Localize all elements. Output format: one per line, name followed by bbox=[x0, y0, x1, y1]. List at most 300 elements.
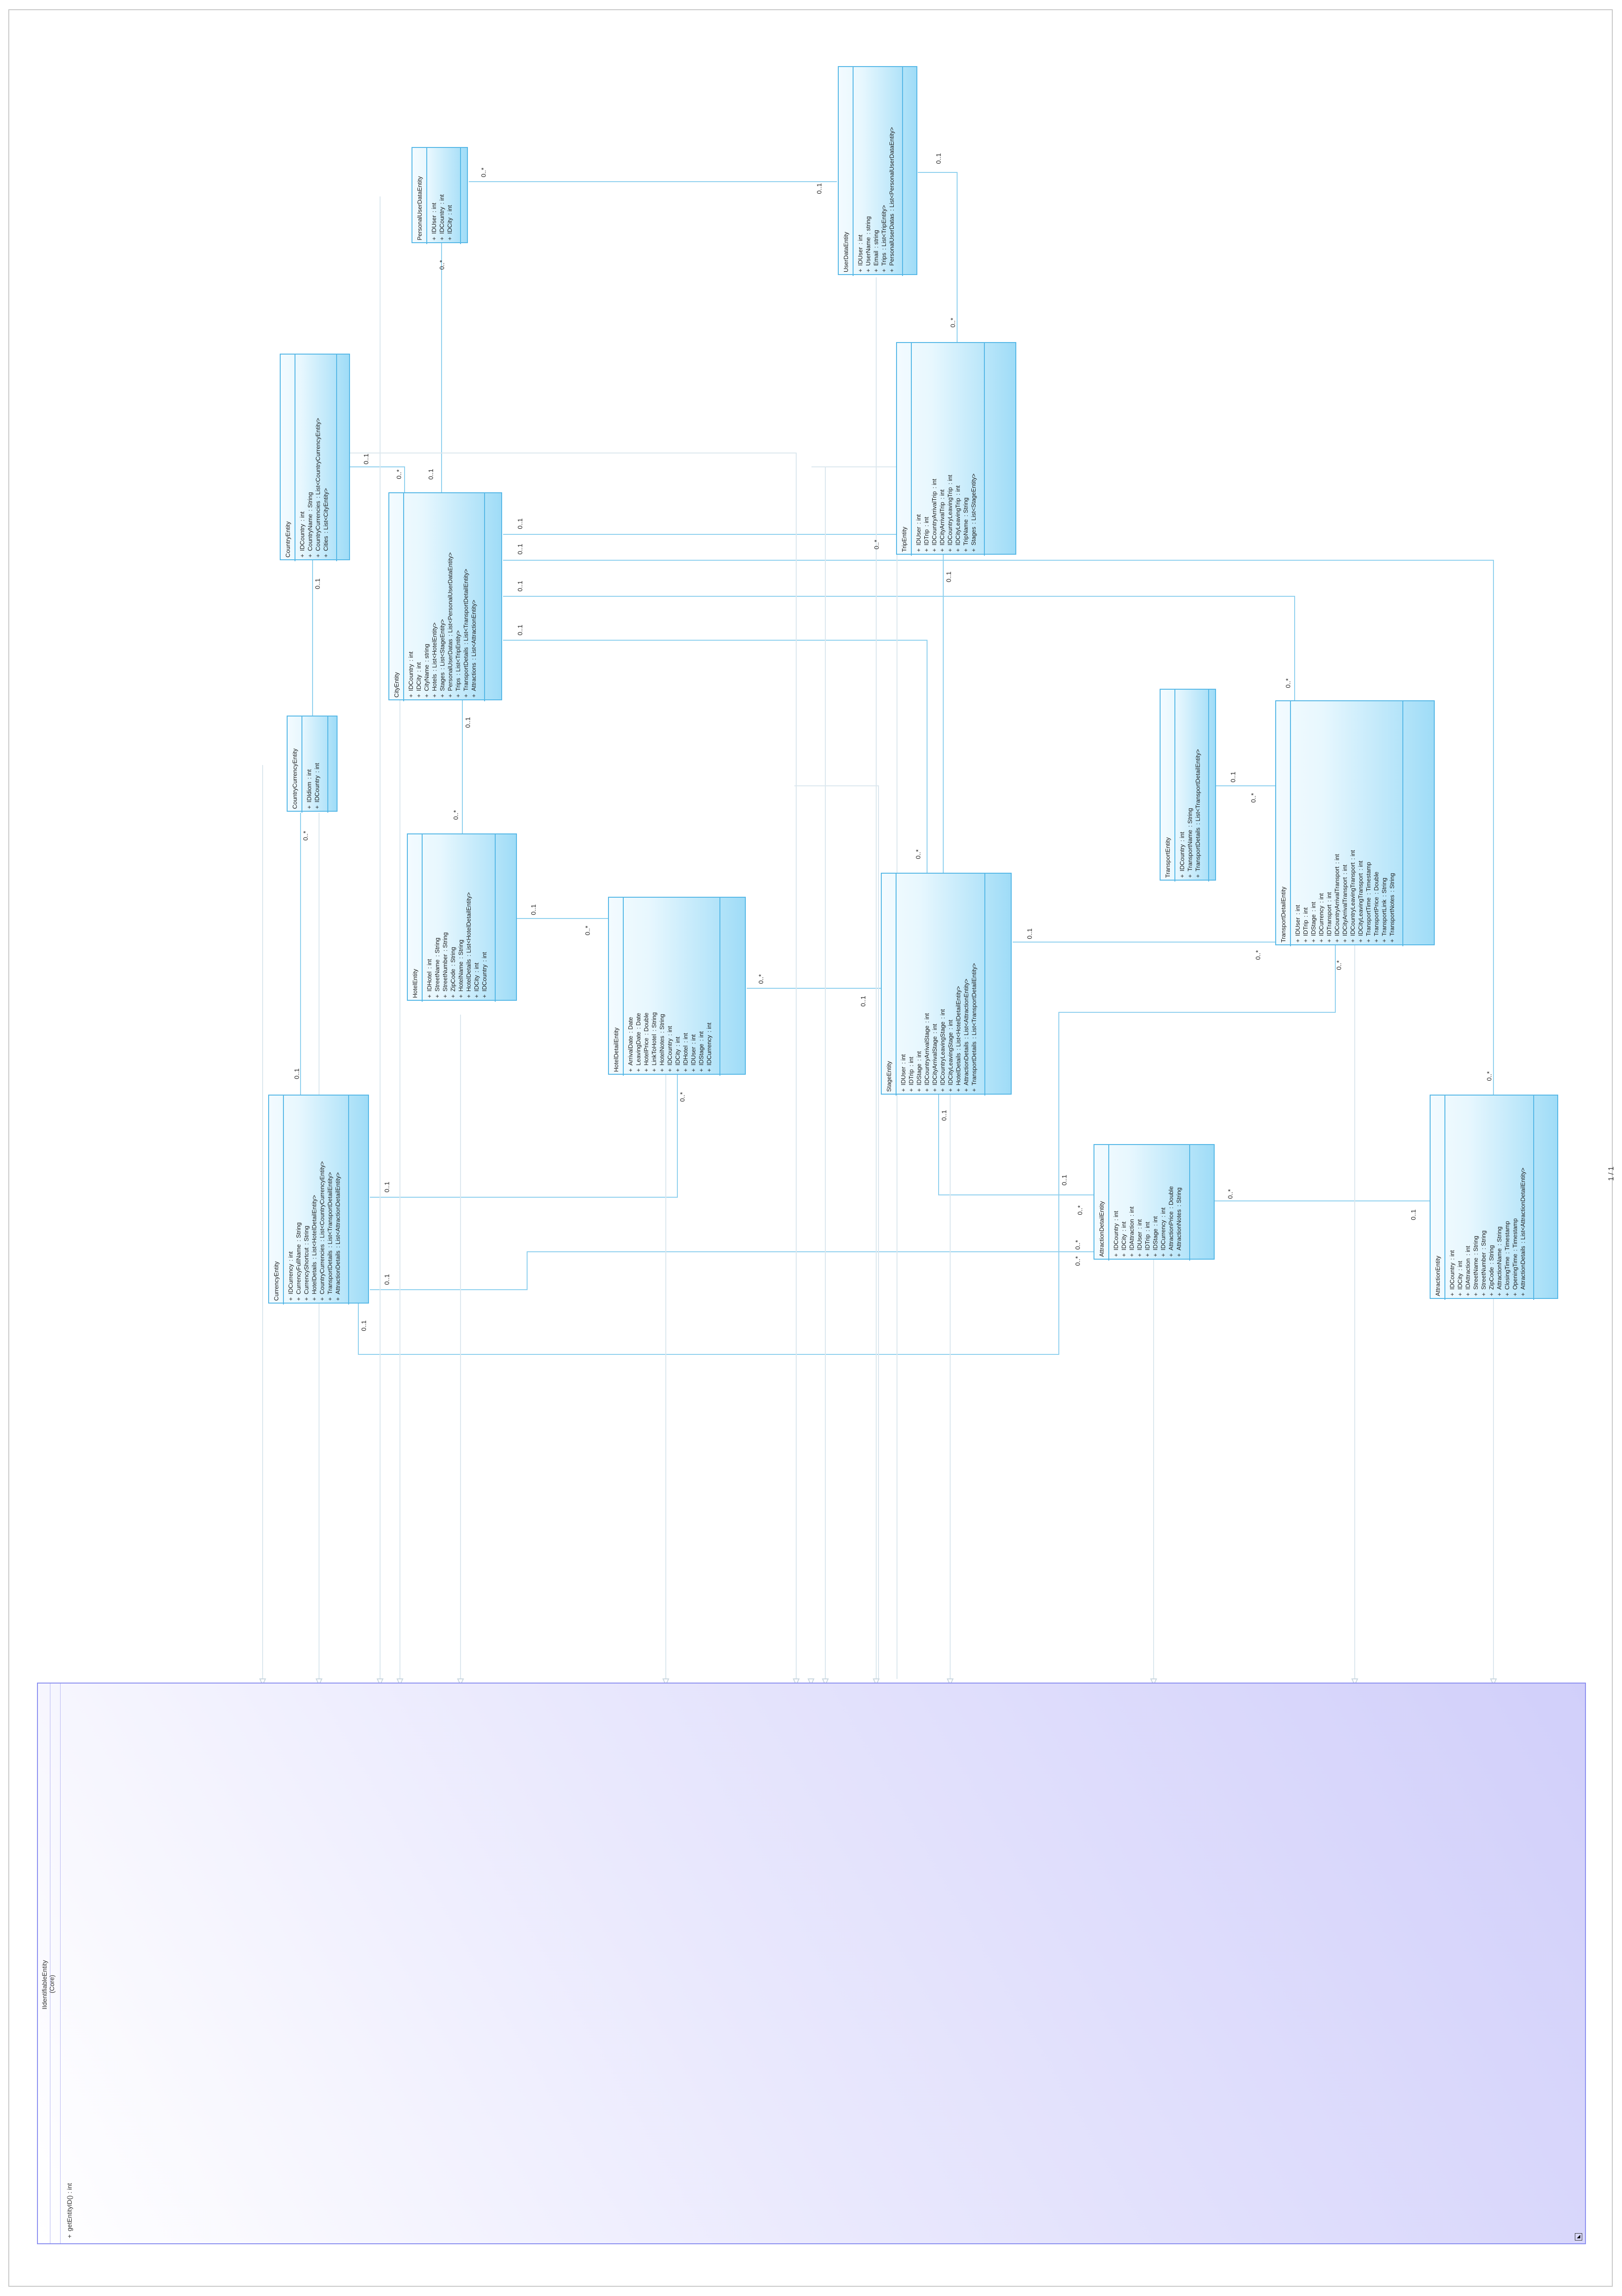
attribute-row bbox=[326, 1098, 334, 1301]
attribute-type: : List<StageEntity> bbox=[970, 473, 977, 524]
attribute-name: IDCountry bbox=[438, 207, 445, 234]
attribute-row bbox=[1448, 1098, 1456, 1296]
attribute-name: IDIdiom bbox=[306, 782, 313, 802]
attribute-type: : string bbox=[865, 216, 872, 234]
attribute-row bbox=[856, 70, 864, 272]
attribute-row bbox=[954, 346, 962, 552]
attribute-type: : List<TripEntity> bbox=[880, 205, 887, 250]
multiplicity-label: 0..1 bbox=[293, 1068, 301, 1079]
attribute-visibility: + bbox=[407, 694, 414, 698]
interface-method: getEntityID() : int bbox=[66, 2183, 73, 2231]
attribute-visibility: + bbox=[690, 1068, 697, 1072]
attribute-row bbox=[1464, 1098, 1472, 1296]
attribute-row bbox=[1325, 704, 1333, 943]
attribute-type: : List<PersonalUserDataEntity> bbox=[888, 127, 895, 211]
class-attributes bbox=[423, 834, 488, 1002]
attribute-visibility: + bbox=[446, 237, 453, 240]
attribute-visibility: + bbox=[1318, 939, 1325, 943]
attribute-type: : int bbox=[690, 1034, 697, 1044]
attribute-name: Stages bbox=[439, 672, 446, 691]
attribute-type: : Double bbox=[1167, 1186, 1174, 1209]
multiplicity-label: 0..* bbox=[438, 260, 446, 270]
attribute-row bbox=[1487, 1098, 1495, 1296]
multiplicity-label: 0..1 bbox=[360, 1320, 368, 1331]
multiplicity-label: 0..* bbox=[914, 849, 922, 859]
attribute-row bbox=[454, 496, 462, 698]
attribute-type: : int bbox=[1302, 907, 1309, 918]
attribute-visibility: + bbox=[465, 994, 472, 998]
attribute-name: IDUser bbox=[430, 215, 437, 234]
class-content bbox=[882, 874, 1013, 1096]
attribute-name: IDUser bbox=[915, 527, 922, 545]
attribute-name: TransportNotes bbox=[1389, 894, 1395, 936]
class-content bbox=[389, 493, 503, 701]
attribute-row bbox=[907, 876, 915, 1092]
class-operations-compartment bbox=[1202, 690, 1209, 882]
attribute-row bbox=[888, 70, 896, 272]
assoc-city-stage bbox=[503, 640, 927, 873]
class-attributes bbox=[284, 1096, 342, 1304]
attribute-row bbox=[682, 900, 689, 1072]
attribute-visibility: + bbox=[1373, 939, 1380, 943]
attribute-visibility: + bbox=[473, 994, 480, 998]
class-operations-compartment bbox=[978, 874, 985, 1096]
attribute-row bbox=[1357, 704, 1364, 943]
attribute-visibility: + bbox=[423, 694, 430, 698]
attribute-type: : Date bbox=[635, 1013, 642, 1029]
attribute-row bbox=[470, 496, 478, 698]
attribute-type: : List<TripEntity> bbox=[455, 630, 461, 675]
attribute-visibility: + bbox=[1310, 939, 1317, 943]
multiplicity-label: 0..1 bbox=[427, 469, 435, 480]
class-operations-compartment bbox=[1396, 701, 1403, 946]
attribute-name: IDStage bbox=[1152, 1229, 1159, 1250]
attribute-name: IDCity bbox=[1456, 1273, 1463, 1290]
page-number: 1 / 1 bbox=[1607, 1166, 1616, 1181]
attribute-name: CurrencyShortcut bbox=[303, 1247, 310, 1294]
attribute-visibility: + bbox=[415, 694, 422, 698]
attribute-name: IDCityArrivalStage bbox=[931, 1036, 938, 1085]
attribute-visibility: + bbox=[430, 237, 437, 240]
attribute-row bbox=[1495, 1098, 1503, 1296]
attribute-row bbox=[318, 1098, 326, 1301]
multiplicity-label: 0..* bbox=[1249, 793, 1257, 803]
class-attributes bbox=[295, 355, 330, 561]
attribute-type: : String bbox=[651, 1012, 657, 1032]
attribute-type: : String bbox=[307, 492, 313, 511]
class-personaluserdataentity[interactable] bbox=[412, 147, 468, 243]
class-attributes bbox=[624, 898, 713, 1076]
attribute-name: ClosingTime bbox=[1504, 1256, 1511, 1290]
attribute-name: IDStage bbox=[1310, 914, 1317, 936]
attribute-row bbox=[899, 876, 907, 1092]
class-content bbox=[288, 716, 338, 813]
attribute-type: : Timestamp bbox=[1511, 1218, 1518, 1251]
attribute-name: Cities bbox=[322, 536, 329, 551]
attribute-row bbox=[938, 346, 946, 552]
class-tripentity[interactable] bbox=[896, 342, 1016, 555]
attribute-type: : List<AttractionDetailEntity> bbox=[1519, 1168, 1526, 1243]
attribute-visibility: + bbox=[1357, 939, 1364, 943]
attribute-row bbox=[425, 837, 433, 998]
attribute-name: IDCity bbox=[1120, 1234, 1127, 1250]
attribute-visibility: + bbox=[311, 1297, 318, 1301]
attribute-visibility: + bbox=[1349, 939, 1356, 943]
attribute-visibility: + bbox=[872, 269, 879, 272]
multiplicity-label: 0..1 bbox=[362, 453, 370, 465]
attribute-name: IDCityLeavingTransport bbox=[1357, 873, 1364, 936]
attribute-name: CurrencyFullName bbox=[295, 1244, 302, 1294]
attribute-type: : int bbox=[954, 485, 961, 496]
class-content bbox=[897, 343, 1017, 556]
attribute-name: HotelDetails bbox=[955, 1053, 962, 1085]
attribute-row bbox=[1143, 1148, 1151, 1257]
attribute-name: AttractionNotes bbox=[1175, 1209, 1182, 1250]
attribute-visibility: + bbox=[1112, 1253, 1119, 1257]
attribute-name: IDUser bbox=[857, 247, 864, 266]
attribute-visibility: + bbox=[442, 994, 449, 998]
attribute-name: IDAttraction bbox=[1464, 1258, 1471, 1290]
attribute-row bbox=[465, 837, 473, 998]
class-operations-compartment bbox=[713, 898, 720, 1076]
attribute-type: : String bbox=[303, 1225, 310, 1245]
multiplicity-label: 0..1 bbox=[313, 578, 321, 589]
assoc-currency-hoteldetail bbox=[370, 1075, 677, 1197]
class-transportdetailentity[interactable] bbox=[1275, 700, 1435, 945]
attribute-type: : int bbox=[1464, 1246, 1471, 1256]
multiplicity-label: 0..1 bbox=[815, 183, 823, 194]
multiplicity-label: 0..* bbox=[1076, 1205, 1084, 1215]
attribute-row bbox=[1480, 1098, 1487, 1296]
attribute-type: : String bbox=[1472, 1236, 1479, 1255]
class-title: AttractionEntity bbox=[1431, 1096, 1445, 1300]
class-operations-compartment bbox=[321, 716, 328, 813]
class-hotelentity[interactable] bbox=[407, 833, 517, 1001]
attribute-type: : int bbox=[674, 1036, 681, 1047]
assoc-currency-attractiondetail bbox=[370, 1252, 1094, 1290]
attribute-row bbox=[438, 151, 446, 240]
attribute-row bbox=[441, 837, 449, 998]
attribute-type: : List<StageEntity> bbox=[439, 619, 446, 670]
interface-iidentifiableentity[interactable] bbox=[37, 1683, 1586, 2244]
class-content bbox=[1161, 690, 1217, 882]
class-operations-compartment bbox=[454, 148, 461, 244]
class-content bbox=[1276, 701, 1436, 946]
multiplicity-label: 0..* bbox=[479, 167, 487, 178]
attribute-type: : String bbox=[1389, 873, 1395, 892]
attribute-type: : String bbox=[1186, 808, 1193, 827]
attribute-type: : List<TransportDetailEntity> bbox=[971, 963, 977, 1039]
attribute-name: IDHotel bbox=[426, 971, 433, 992]
attribute-visibility: + bbox=[947, 1088, 954, 1092]
class-cityentity[interactable] bbox=[388, 492, 502, 700]
attribute-name: IDTrip bbox=[908, 1069, 915, 1085]
attribute-row bbox=[407, 496, 415, 698]
attribute-type: : int bbox=[446, 205, 453, 215]
attribute-type: : string bbox=[423, 643, 430, 662]
attribute-visibility: + bbox=[439, 694, 446, 698]
multiplicity-label: 0..* bbox=[1335, 960, 1343, 970]
attribute-visibility: + bbox=[322, 554, 329, 557]
attribute-visibility: + bbox=[1179, 874, 1186, 878]
attribute-visibility: + bbox=[1128, 1253, 1135, 1257]
attribute-name: Trips bbox=[880, 252, 887, 266]
class-attributes bbox=[1445, 1096, 1527, 1300]
multiplicity-label: 0..1 bbox=[940, 1110, 948, 1121]
class-stageentity[interactable] bbox=[881, 873, 1012, 1095]
class-operations-compartment bbox=[1183, 1145, 1190, 1261]
attribute-name: IDUser bbox=[690, 1047, 697, 1065]
attribute-visibility: + bbox=[939, 1088, 946, 1092]
attribute-row bbox=[298, 357, 306, 557]
attribute-visibility: + bbox=[651, 1068, 657, 1072]
class-attributes bbox=[404, 493, 478, 701]
attribute-name: AttractionPrice bbox=[1167, 1211, 1174, 1250]
attribute-visibility: + bbox=[303, 1297, 310, 1301]
attribute-visibility: + bbox=[865, 269, 872, 272]
attribute-row bbox=[1294, 704, 1302, 943]
class-userdataentity[interactable] bbox=[838, 66, 917, 275]
attribute-visibility: + bbox=[971, 1088, 977, 1092]
multiplicity-label: 0..* bbox=[678, 1092, 686, 1102]
attribute-name: Email bbox=[872, 251, 879, 266]
attribute-name: HotelPrice bbox=[643, 1038, 650, 1065]
attribute-visibility: + bbox=[449, 994, 456, 998]
attribute-type: : int bbox=[1144, 1222, 1151, 1232]
attribute-name: CountryCurrencies bbox=[314, 501, 321, 551]
attribute-row bbox=[946, 876, 954, 1092]
attribute-type: : Timestamp bbox=[1504, 1221, 1511, 1254]
attribute-visibility: + bbox=[481, 994, 488, 998]
attribute-type: : int bbox=[1112, 1211, 1119, 1221]
class-attributes bbox=[427, 148, 454, 244]
multiplicity-label: 0..1 bbox=[464, 717, 472, 728]
attribute-type: : Double bbox=[1373, 871, 1380, 894]
attribute-type: : Double bbox=[643, 1012, 650, 1035]
attribute-type: : int bbox=[931, 478, 938, 489]
attribute-type: : String bbox=[1175, 1187, 1182, 1207]
class-content bbox=[839, 67, 918, 276]
attribute-type: : int bbox=[1120, 1221, 1127, 1231]
class-countrycurrencyentity[interactable] bbox=[287, 716, 338, 812]
attribute-visibility: + bbox=[1186, 874, 1193, 878]
attribute-visibility: + bbox=[939, 548, 946, 552]
attribute-type: : int bbox=[481, 952, 488, 962]
attribute-name: TransportTime bbox=[1365, 897, 1372, 936]
attribute-row bbox=[915, 346, 922, 552]
attribute-visibility: + bbox=[299, 554, 306, 557]
attribute-visibility: + bbox=[306, 805, 313, 809]
attribute-visibility: + bbox=[1175, 1253, 1182, 1257]
attribute-row bbox=[962, 346, 970, 552]
attribute-row bbox=[1511, 1098, 1519, 1296]
attribute-row bbox=[438, 496, 446, 698]
attribute-row bbox=[415, 496, 423, 698]
attribute-visibility: + bbox=[1381, 939, 1388, 943]
attribute-name: ZipCode bbox=[449, 968, 456, 992]
attribute-name: HotelNotes bbox=[658, 1035, 665, 1065]
attribute-type: : int bbox=[473, 962, 480, 973]
attribute-row bbox=[689, 900, 697, 1072]
attribute-row bbox=[305, 719, 313, 809]
attribute-type: : int bbox=[430, 202, 437, 213]
class-currencyentity[interactable] bbox=[268, 1095, 369, 1304]
attribute-name: ArrivalDate bbox=[627, 1035, 634, 1065]
attribute-visibility: + bbox=[462, 694, 469, 698]
attribute-name: OpeningTime bbox=[1511, 1254, 1518, 1290]
attribute-row bbox=[1519, 1098, 1527, 1296]
attribute-type: : int bbox=[947, 1020, 954, 1030]
attribute-row bbox=[480, 837, 488, 998]
attribute-visibility: + bbox=[1519, 1292, 1526, 1296]
attribute-type: : List<HotelDetailEntity> bbox=[955, 986, 962, 1050]
attribute-type: : int bbox=[313, 763, 320, 773]
attribute-row bbox=[334, 1098, 342, 1301]
class-title: CityEntity bbox=[389, 493, 404, 701]
class-operations-compartment bbox=[977, 343, 985, 556]
attribute-visibility: + bbox=[1472, 1292, 1479, 1296]
attribute-visibility: + bbox=[1152, 1253, 1159, 1257]
attribute-row bbox=[287, 1098, 295, 1301]
attribute-name: IDTrip bbox=[923, 529, 930, 545]
attribute-visibility: + bbox=[431, 694, 438, 698]
attribute-type: : int bbox=[698, 1031, 705, 1041]
multiplicity-label: 0..1 bbox=[383, 1182, 391, 1193]
attribute-name: Hotels bbox=[431, 674, 438, 691]
attribute-visibility: + bbox=[334, 1297, 341, 1301]
attribute-row bbox=[1472, 1098, 1480, 1296]
attribute-type: : int bbox=[1152, 1216, 1159, 1226]
attribute-row bbox=[1349, 704, 1357, 943]
attribute-type: : List<CountryCurrencyEntity> bbox=[319, 1161, 326, 1242]
attribute-name: IDCountryArrivalTrip bbox=[931, 491, 938, 545]
attribute-row bbox=[1186, 692, 1194, 878]
multiplicity-label: 0..* bbox=[584, 925, 591, 936]
attribute-visibility: + bbox=[915, 548, 922, 552]
class-title: CountryEntity bbox=[281, 355, 295, 561]
attribute-row bbox=[705, 900, 713, 1072]
attribute-visibility: + bbox=[643, 1068, 650, 1072]
class-operations-compartment bbox=[330, 355, 337, 561]
attribute-row bbox=[634, 900, 642, 1072]
attribute-name: HotelDetails bbox=[311, 1261, 318, 1294]
attribute-type: : int bbox=[1357, 860, 1364, 870]
multiplicity-label: 0..* bbox=[757, 974, 765, 984]
class-content bbox=[609, 898, 747, 1076]
attribute-visibility: + bbox=[426, 994, 433, 998]
attribute-visibility: + bbox=[1496, 1292, 1503, 1296]
assoc-user-trip bbox=[918, 172, 957, 342]
interface-divider bbox=[60, 1684, 61, 2243]
attribute-visibility: + bbox=[1194, 874, 1201, 878]
attribute-name: IDCountry bbox=[299, 524, 306, 551]
attribute-name: AttractionName bbox=[1496, 1248, 1503, 1290]
class-attributes bbox=[897, 874, 978, 1096]
attribute-row bbox=[473, 837, 480, 998]
attribute-name: IDCityLeavingStage bbox=[947, 1032, 954, 1085]
attribute-type: : int bbox=[1179, 832, 1186, 842]
attribute-row bbox=[642, 900, 650, 1072]
attribute-type: : int bbox=[1318, 893, 1325, 903]
attribute-visibility: + bbox=[698, 1068, 705, 1072]
class-title: PersonalUserDataEntity bbox=[412, 148, 427, 244]
class-attractionentity[interactable] bbox=[1430, 1095, 1558, 1299]
attribute-row bbox=[295, 1098, 302, 1301]
class-hoteldetailentity[interactable] bbox=[608, 897, 746, 1075]
attribute-type: : String bbox=[962, 497, 969, 517]
attribute-type: : int bbox=[908, 1057, 915, 1067]
attribute-type: : int bbox=[1449, 1250, 1456, 1260]
class-attractiondetailentity[interactable] bbox=[1094, 1144, 1215, 1260]
class-content bbox=[412, 148, 469, 244]
attribute-row bbox=[433, 837, 441, 998]
attribute-name: IDCurrency bbox=[706, 1035, 713, 1065]
attribute-visibility: + bbox=[931, 1088, 938, 1092]
attribute-type: : int bbox=[923, 517, 930, 527]
attribute-name: IDCountry bbox=[1112, 1223, 1119, 1250]
attribute-visibility: + bbox=[1302, 939, 1309, 943]
attribute-row bbox=[922, 346, 930, 552]
attribute-visibility: + bbox=[1480, 1292, 1487, 1296]
attribute-visibility: + bbox=[915, 1088, 922, 1092]
attribute-type: : int bbox=[1136, 1219, 1143, 1229]
multiplicity-label: 0..* bbox=[1074, 1240, 1081, 1250]
attribute-type: : int bbox=[946, 475, 953, 485]
attribute-row bbox=[1364, 704, 1372, 943]
multiplicity-label: 0..* bbox=[872, 539, 880, 550]
attribute-row bbox=[1194, 692, 1202, 878]
attribute-name: IDCityArrivalTransport bbox=[1341, 877, 1348, 936]
attribute-name: IDCity bbox=[674, 1049, 681, 1065]
attribute-name: CountryName bbox=[307, 514, 313, 551]
attribute-name: IDCityLeavingTrip bbox=[954, 498, 961, 545]
attribute-name: PersonalUserDatas bbox=[888, 214, 895, 266]
attribute-type: : int bbox=[1349, 850, 1356, 860]
attribute-row bbox=[1380, 704, 1388, 943]
class-countryentity[interactable] bbox=[280, 354, 350, 560]
attribute-visibility: + bbox=[1136, 1253, 1143, 1257]
attribute-name: IDCountryArrivalStage bbox=[923, 1025, 930, 1085]
class-operations-compartment bbox=[488, 834, 496, 1002]
attribute-type: : int bbox=[287, 1251, 294, 1261]
attribute-type: : int bbox=[1160, 1207, 1167, 1218]
attribute-visibility: + bbox=[457, 994, 464, 998]
attribute-name: Attractions bbox=[470, 662, 477, 691]
attribute-name: HotelDetails bbox=[465, 959, 472, 992]
class-title: TransportEntity bbox=[1161, 690, 1175, 882]
attribute-visibility: + bbox=[674, 1068, 681, 1072]
attribute-row bbox=[1112, 1148, 1120, 1257]
attribute-row bbox=[1456, 1098, 1464, 1296]
multiplicity-label: 0..* bbox=[1226, 1189, 1234, 1199]
attribute-visibility: + bbox=[1389, 939, 1395, 943]
attribute-visibility: + bbox=[470, 694, 477, 698]
attribute-type: : String bbox=[1496, 1226, 1503, 1246]
multiplicity-label: 0..* bbox=[1485, 1071, 1493, 1081]
attribute-type: : int bbox=[900, 1054, 907, 1064]
class-transportentity[interactable] bbox=[1160, 689, 1216, 881]
attribute-row bbox=[1333, 704, 1341, 943]
class-operations-compartment bbox=[478, 493, 485, 701]
multiplicity-label: 0..1 bbox=[516, 625, 524, 636]
resize-handle-icon[interactable]: ◢ bbox=[1575, 2233, 1582, 2241]
class-content bbox=[408, 834, 518, 1002]
attribute-name: TransportDetails bbox=[326, 1250, 333, 1294]
attribute-type: : List<PersonalUserDataEntity> bbox=[447, 552, 454, 637]
attribute-row bbox=[462, 496, 470, 698]
attribute-name: TransportDetails bbox=[462, 647, 469, 691]
attribute-row bbox=[970, 876, 978, 1092]
